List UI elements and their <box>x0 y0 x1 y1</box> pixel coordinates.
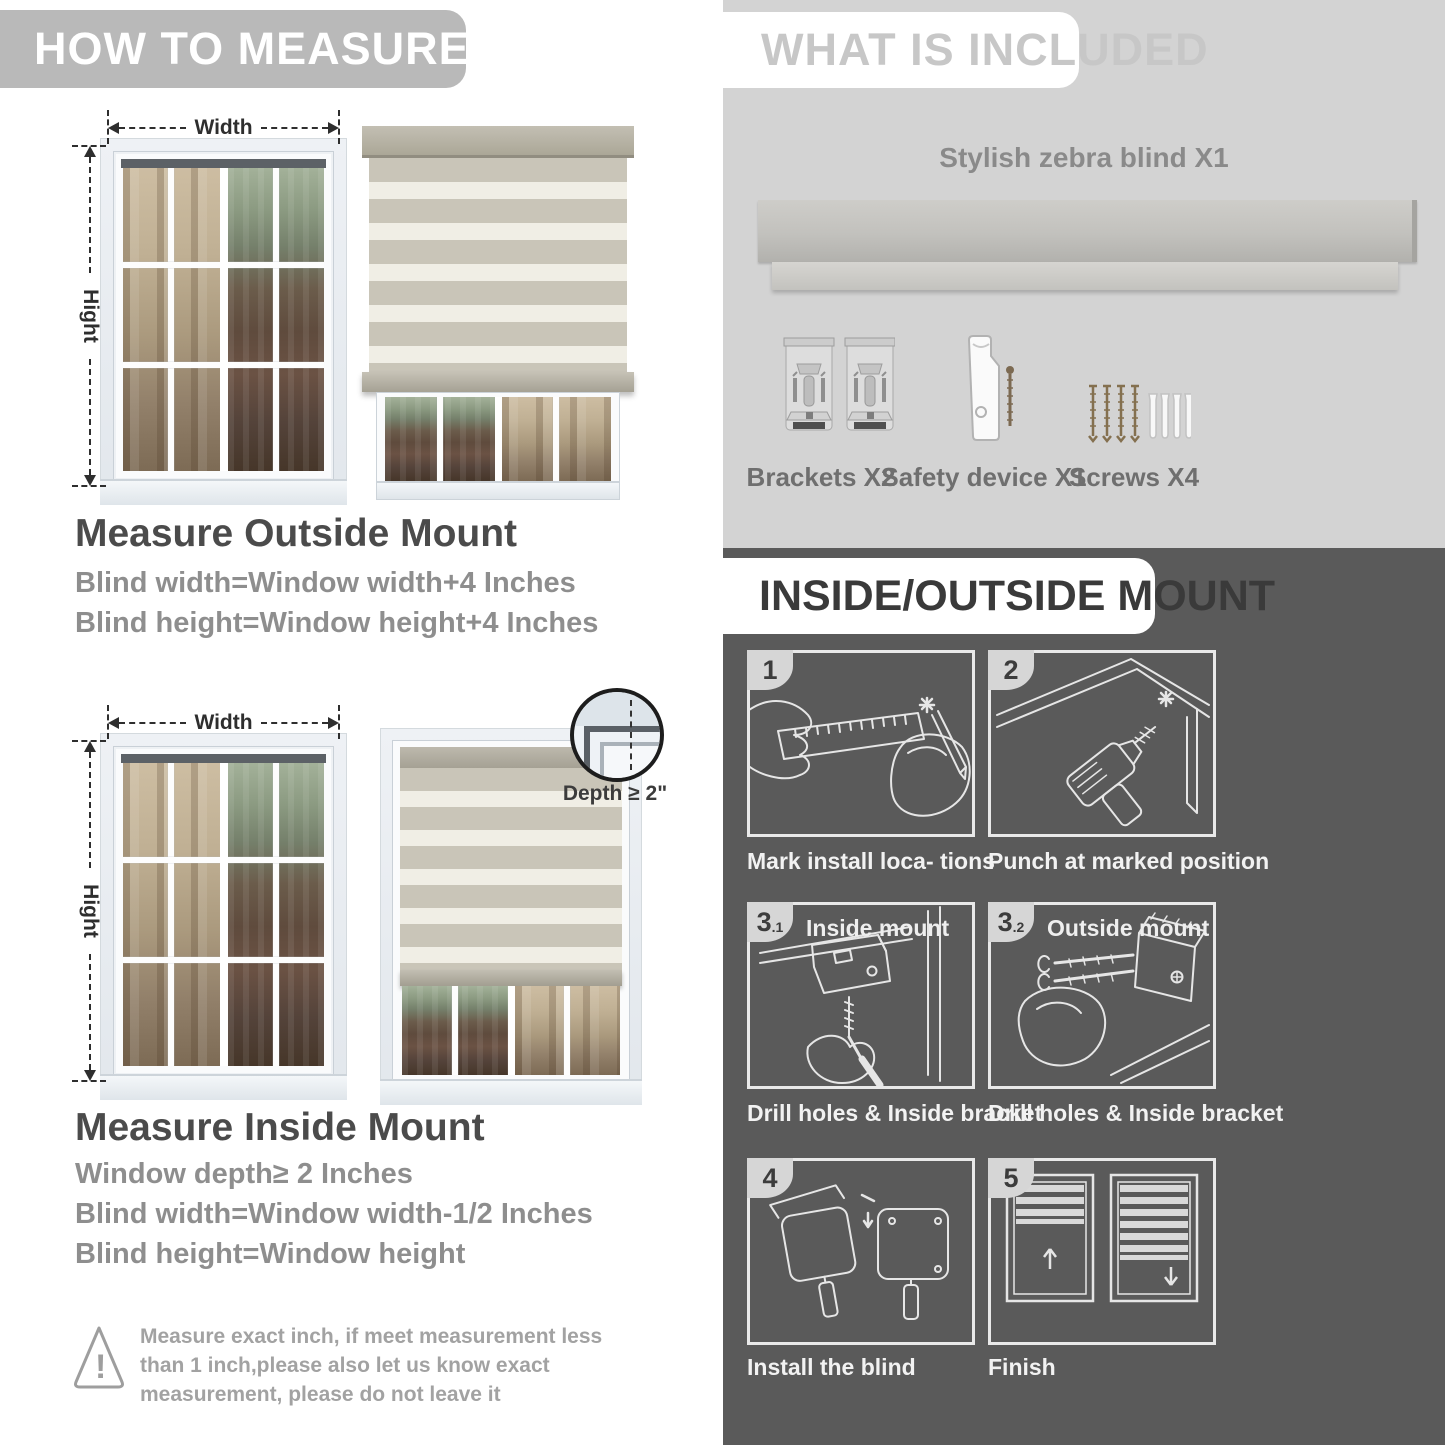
step-1-caption: Mark install loca- tions <box>747 848 995 874</box>
measure-warning-note <box>72 1322 602 1409</box>
window-sash-right <box>228 168 325 471</box>
brackets-label: Brackets X2 <box>746 462 896 492</box>
what-is-included-title: WHAT IS INCLUDED <box>761 24 1209 75</box>
width-arrow <box>108 118 339 138</box>
window-sash-right <box>228 763 325 1066</box>
warning-text: Measure exact inch, if meet measurement less than 1 inch,please also let us know exact measurement, please do not leave it <box>140 1325 603 1406</box>
height-label: Hight <box>79 884 102 938</box>
step-3-2-box <box>988 902 1216 1089</box>
outside-mount-formula-height: Blind height=Window height+4 Inches <box>75 607 599 639</box>
step-3-1-number-badge: 3 .1 <box>747 902 793 942</box>
mount-banner <box>723 558 1276 634</box>
safety-device-icon <box>955 334 1025 450</box>
step-3-1-box <box>747 902 975 1089</box>
outside-mount-formula-width: Blind width=Window width+4 Inches <box>75 567 576 599</box>
step-3-2-caption: Drill holes & Inside bracket <box>988 1100 1284 1126</box>
step-2-caption: Punch at marked position <box>988 848 1270 874</box>
step-5-number-badge: 5 <box>988 1158 1034 1198</box>
step-3-1-caption: Drill holes & Inside bracket <box>747 1100 1043 1126</box>
what-is-included-panel <box>723 0 1445 548</box>
height-arrow <box>80 741 100 1081</box>
blind-bottom-rail <box>400 970 622 986</box>
width-label: Width <box>194 116 253 139</box>
step-3-2-number-badge: 3 .2 <box>988 902 1034 942</box>
width-arrow <box>108 713 339 733</box>
window-sill <box>100 479 347 505</box>
brackets-icon <box>783 334 895 442</box>
exclamation-triangle-icon <box>72 1322 126 1390</box>
inside-mount-title: Measure Inside Mount <box>75 1106 485 1149</box>
zebra-blind-outside-diagram <box>362 126 634 500</box>
window-glass <box>123 763 324 1066</box>
inside-mount-formula-width: Blind width=Window width-1/2 Inches <box>75 1198 593 1230</box>
blind-rail-photo <box>772 262 1398 290</box>
blind-striped-shade <box>369 158 627 372</box>
step-1-box <box>747 650 975 837</box>
step-4-caption: Install the blind <box>747 1354 916 1380</box>
how-to-measure-banner <box>0 10 470 88</box>
step-2-box <box>988 650 1216 837</box>
safety-device-label: Safety device X1 <box>881 462 1087 492</box>
mount-steps-panel <box>723 548 1445 1445</box>
height-arrow <box>80 146 100 486</box>
inside-mount-formula-height: Blind height=Window height <box>75 1238 466 1270</box>
window-top-shadow <box>121 159 326 168</box>
screws-icon <box>1081 380 1191 444</box>
step-3-1-title: Inside mount <box>806 915 950 941</box>
blind-bottom-rail <box>362 372 634 392</box>
zebra-blind-inside-diagram <box>380 728 668 1105</box>
width-label: Width <box>194 711 253 734</box>
window-top-shadow <box>121 754 326 763</box>
how-to-measure-title: HOW TO MEASURE <box>34 23 470 74</box>
window-sill <box>380 1079 642 1105</box>
what-is-included-banner <box>723 12 1209 88</box>
window-diagram-outside <box>79 116 347 505</box>
step-2-number-badge: 2 <box>988 650 1034 690</box>
product-label: Stylish zebra blind X1 <box>939 142 1229 173</box>
step-4-number-badge: 4 <box>747 1158 793 1198</box>
step-3-2-title: Outside mount <box>1047 915 1210 941</box>
window-below-blind <box>402 986 620 1075</box>
blind-cassette <box>362 126 634 158</box>
mount-title: INSIDE/OUTSIDE MOUNT <box>759 571 1276 620</box>
outside-mount-title: Measure Outside Mount <box>75 512 518 555</box>
svg-text:!: ! <box>95 1348 107 1386</box>
inside-mount-depth-rule: Window depth≥ 2 Inches <box>75 1158 413 1190</box>
step-5-caption: Finish <box>988 1354 1056 1380</box>
window-below-blind <box>376 392 620 500</box>
screws-label: Screws X4 <box>1068 462 1200 492</box>
step-4-box <box>747 1158 975 1345</box>
window-diagram-inside <box>79 711 347 1100</box>
window-sill <box>100 1074 347 1100</box>
blind-cassette-photo <box>758 200 1417 262</box>
step-5-box <box>988 1158 1216 1345</box>
window-sash-left <box>123 763 220 1066</box>
window-glass <box>123 168 324 471</box>
step-1-number-badge: 1 <box>747 650 793 690</box>
depth-label: Depth ≥ 2" <box>562 782 668 805</box>
height-label: Hight <box>79 289 102 343</box>
window-sash-left <box>123 168 220 471</box>
depth-magnifier-icon <box>570 688 664 782</box>
